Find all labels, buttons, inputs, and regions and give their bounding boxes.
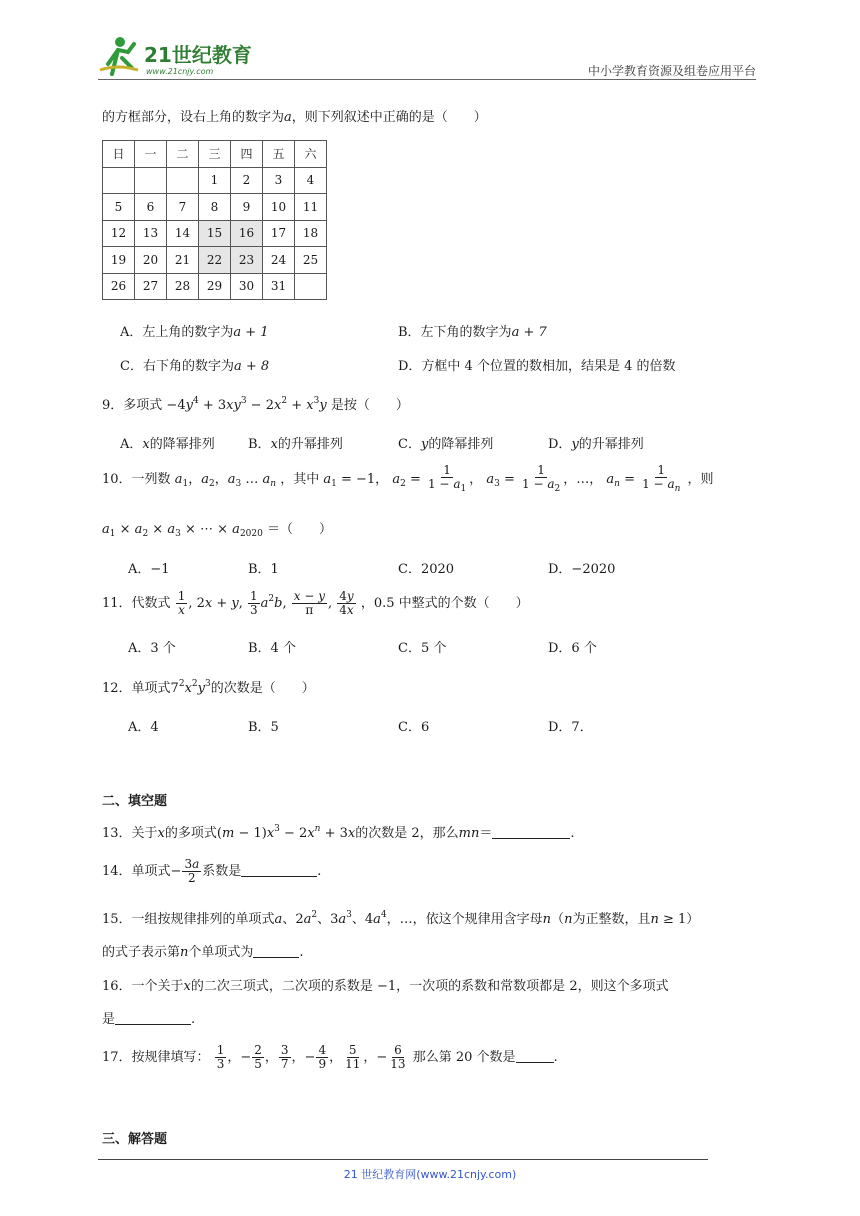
- calendar-day: 18: [295, 220, 327, 247]
- footer-divider: [98, 1159, 708, 1160]
- q16-stem: 16．一个关于x的二次三项式，二次项的系数是 −1，一次项的系数和常数项都是 2，则这个多项式: [102, 979, 669, 994]
- q15-line2: 的式子表示第n个单项式为 .: [102, 945, 304, 960]
- calendar-week-row: [103, 247, 327, 274]
- calendar-weekday: 一: [135, 141, 167, 168]
- q16-line2: 是 .: [102, 1012, 196, 1027]
- calendar-weekday: 二: [167, 141, 199, 168]
- q10-option-a[interactable]: A．−1: [128, 562, 170, 577]
- calendar-day: 11: [295, 194, 327, 221]
- calendar-day: 28: [167, 273, 199, 300]
- platform-name: 中小学教育资源及组卷应用平台: [587, 64, 756, 78]
- q11-option-a[interactable]: A．3 个: [128, 641, 176, 656]
- q10-stem: 10．一列数 $a_1$，$a_2$，$a_3$ … $a_n$ ，其中 $a_1 = -1$， $a_2$ = $\frac{1}{1 - a_1}$ ， $a_3$ = $\frac{1}{1 - a_2}$ ，…， $a_n$ = $\frac{1}{1 - a_n}$ ，则: [102, 463, 714, 495]
- q15-answer-blank[interactable]: [253, 944, 299, 958]
- calendar-day: 20: [135, 247, 167, 274]
- q15-stem: 15．一组按规律排列的单项式a、$2a^2$、$3a^3$、$4a^4$，…，依这个规律用含字母n（n为正整数，且n ≥ 1）: [102, 910, 700, 927]
- calendar-day: 2: [231, 167, 263, 194]
- calendar-day: 3: [263, 167, 295, 194]
- q11-option-c[interactable]: C．5 个: [398, 641, 447, 656]
- site-logo: [98, 34, 258, 78]
- q12-option-b[interactable]: B．5: [248, 720, 279, 735]
- q12-stem: 12．单项式$7^2x^2y^3$的次数是（ ）: [102, 679, 315, 696]
- calendar-weekday: 三: [199, 141, 231, 168]
- calendar-week-row: [103, 273, 327, 300]
- footer-link[interactable]: 21 世纪教育网(www.21cnjy.com): [343, 1168, 517, 1181]
- calendar-day: 7: [167, 194, 199, 221]
- q11-option-d[interactable]: D．6 个: [548, 641, 597, 656]
- q10-option-c[interactable]: C．2020: [398, 562, 455, 577]
- q17-answer-blank[interactable]: [516, 1049, 554, 1063]
- calendar-weekday: 五: [263, 141, 295, 168]
- section-answer-title: 三、解答题: [102, 1132, 168, 1147]
- calendar-day: [167, 167, 199, 194]
- calendar-day: 5: [103, 194, 135, 221]
- svg-text:www.21cnjy.com: www.21cnjy.com: [146, 67, 214, 76]
- q13-answer-blank[interactable]: [492, 825, 570, 839]
- calendar-day: 13: [135, 220, 167, 247]
- q10-option-d[interactable]: D．−2020: [548, 562, 616, 577]
- q11-option-b[interactable]: B．4 个: [248, 641, 296, 656]
- calendar-day: 9: [231, 194, 263, 221]
- q8-option-a[interactable]: A．左上角的数字为a + 1: [120, 325, 269, 340]
- calendar-weekday: 四: [231, 141, 263, 168]
- q14-stem: 14．单项式− $\frac{3a}{2}$ 系数是 .: [102, 857, 322, 886]
- q8-option-d[interactable]: D．方框中 4 个位置的数相加，结果是 4 的倍数: [398, 359, 676, 374]
- logo-runner-icon: [98, 34, 258, 78]
- calendar-weekday: 日: [103, 141, 135, 168]
- q14-answer-blank[interactable]: [241, 863, 317, 877]
- calendar-day: 14: [167, 220, 199, 247]
- q8-option-b[interactable]: B．左下角的数字为a + 7: [398, 325, 547, 340]
- calendar-day: 25: [295, 247, 327, 274]
- calendar-day: 8: [199, 194, 231, 221]
- calendar-day: 29: [199, 273, 231, 300]
- calendar-day-highlighted: 23: [231, 247, 263, 274]
- calendar-day-highlighted: 16: [231, 220, 263, 247]
- q9-stem: 9．多项式 $-4y^4 + 3xy^3 - 2x^2 + x^3y$ 是按（ ）: [102, 396, 409, 413]
- calendar-week-row: [103, 220, 327, 247]
- calendar-day: 1: [199, 167, 231, 194]
- header-divider: [98, 79, 756, 80]
- q10-product: $a_1 \times a_2 \times a_3$ × ⋯ × $a_{2020}$ ＝（ ）: [102, 522, 332, 539]
- calendar-day: 10: [263, 194, 295, 221]
- calendar-day: 19: [103, 247, 135, 274]
- q12-option-a[interactable]: A．4: [128, 720, 159, 735]
- q17-stem: 17．按规律填写： $\frac{1}{3}$ ，− $\frac{2}{5}$ ， $\frac{3}{7}$ ，− $\frac{4}{9}$ ， $\frac{5}{11}$ ，− $\frac{6}{13}$ 那么第 20 个数是 .: [102, 1043, 558, 1072]
- q9-option-a[interactable]: A．x的降幂排列: [120, 437, 215, 452]
- calendar-weekday: 六: [295, 141, 327, 168]
- calendar-day: 12: [103, 220, 135, 247]
- q8-option-c[interactable]: C．右下角的数字为a + 8: [120, 359, 270, 374]
- calendar-day: 6: [135, 194, 167, 221]
- calendar-day-highlighted: 22: [199, 247, 231, 274]
- calendar-day: 30: [231, 273, 263, 300]
- calendar-day: 4: [295, 167, 327, 194]
- calendar-week-row: [103, 167, 327, 194]
- q16-answer-blank[interactable]: [115, 1011, 191, 1025]
- calendar-day: 26: [103, 273, 135, 300]
- calendar-day: 24: [263, 247, 295, 274]
- calendar-day: [103, 167, 135, 194]
- calendar-header-row: [103, 141, 327, 168]
- calendar-day: 31: [263, 273, 295, 300]
- q9-option-d[interactable]: D．y的升幂排列: [548, 437, 644, 452]
- q9-polynomial: $-4y^4 + 3xy^3 - 2x^2 + x^3y$: [166, 396, 327, 413]
- calendar-day: [295, 273, 327, 300]
- q11-stem: 11．代数式 $\frac{1}{x}$ , 2x + y, $\frac{1}{3}$ $a^2b$, $\frac{x - y}{\pi}$ , $\frac{4y}{4x}$ ，0.5 中整式的个数（ ）: [102, 589, 529, 618]
- calendar-week-row: [103, 194, 327, 221]
- q10-option-b[interactable]: B．1: [248, 562, 279, 577]
- q12-option-c[interactable]: C．6: [398, 720, 430, 735]
- section-fill-blank-title: 二、填空题: [102, 794, 168, 809]
- calendar-day-highlighted: 15: [199, 220, 231, 247]
- q12-option-d[interactable]: D．7．: [548, 720, 593, 735]
- calendar-day: 21: [167, 247, 199, 274]
- calendar-day: [135, 167, 167, 194]
- calendar-table: [102, 140, 327, 300]
- svg-text:21世纪教育: 21世纪教育: [144, 43, 252, 67]
- q13-stem: 13．关于x的多项式$(m - 1)x^3 - 2x^n + 3x$的次数是 2，那么mn＝ .: [102, 824, 575, 841]
- q8-stem: 的方框部分，设右上角的数字为a，则下列叙述中正确的是（ ）: [102, 110, 487, 125]
- q9-option-c[interactable]: C．y的降幂排列: [398, 437, 494, 452]
- calendar-day: 27: [135, 273, 167, 300]
- q9-option-b[interactable]: B．x的升幂排列: [248, 437, 343, 452]
- calendar-day: 17: [263, 220, 295, 247]
